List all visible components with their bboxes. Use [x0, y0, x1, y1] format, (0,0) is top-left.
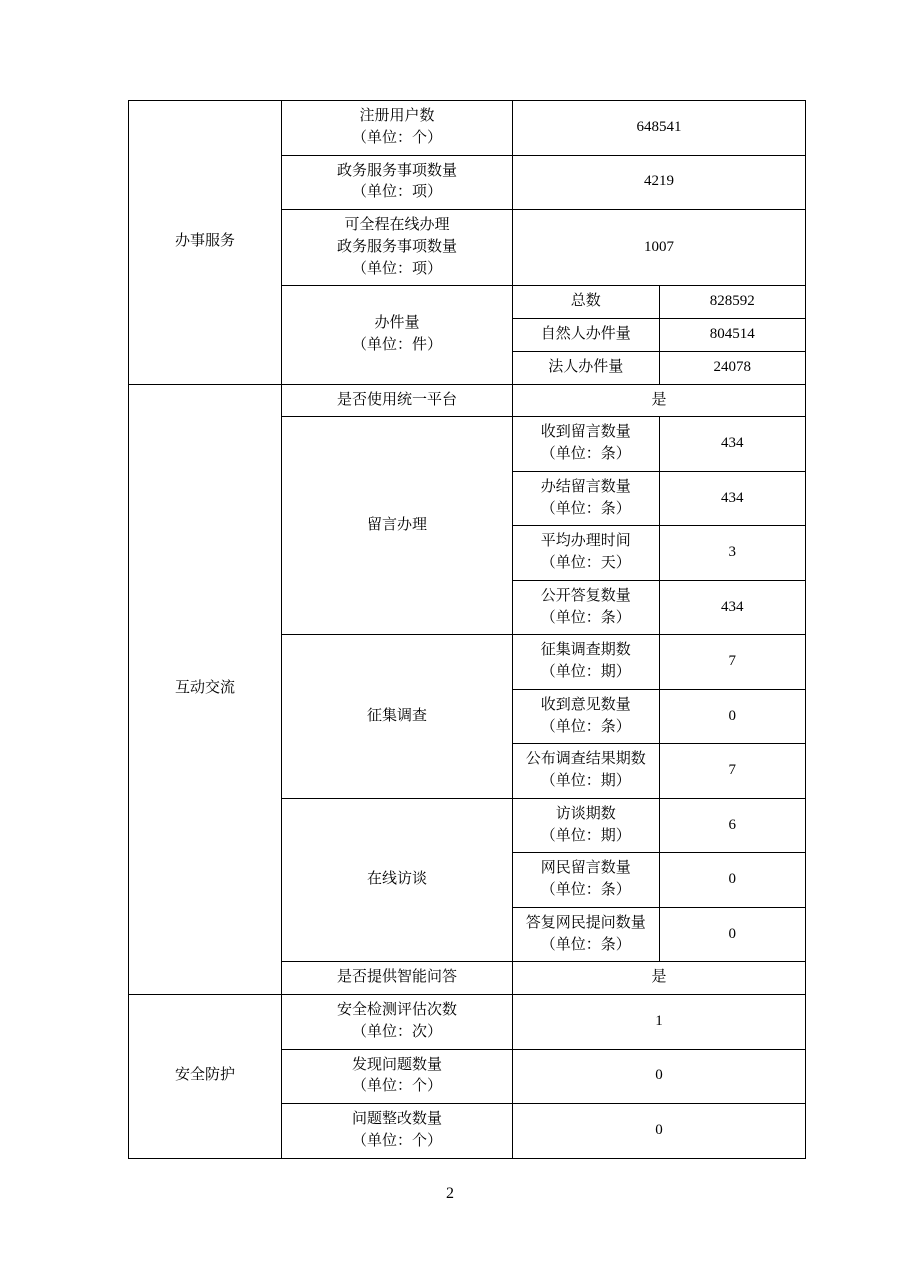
sub-item-unit: （单位：条）: [540, 718, 631, 735]
sub-item-label: 答复网民提问数量: [525, 914, 646, 931]
sub-item-label: 平均办理时间: [540, 533, 631, 550]
value-cell: 648541: [513, 101, 806, 156]
sub-item-unit: （单位：期）: [540, 664, 631, 680]
item-unit: （单位：件）: [351, 336, 442, 353]
government-website-statistics-table: [128, 100, 806, 1159]
value-cell: 828592: [659, 286, 806, 319]
sub-item-unit: （单位：条）: [540, 609, 631, 626]
sub-item-label: 征集调查期数: [540, 642, 631, 659]
item-label: 注册用户数: [359, 108, 435, 124]
value-cell: 1007: [513, 210, 806, 286]
sub-item-unit: （单位：条）: [540, 882, 631, 898]
item-cell: [282, 995, 513, 1050]
value-cell: 是: [513, 962, 806, 995]
item-label: 安全检测评估次数: [336, 1002, 457, 1018]
value-cell: 是: [513, 384, 806, 417]
value-cell: 0: [659, 853, 806, 908]
item-label: 办件量: [374, 315, 420, 332]
item-cell: [282, 101, 513, 156]
page-number: 2: [446, 1185, 454, 1202]
item-cell: [282, 1104, 513, 1159]
item-unit: （单位：个）: [351, 1078, 442, 1095]
item-unit: （单位：次）: [351, 1023, 442, 1040]
value-cell: 0: [659, 689, 806, 744]
value-cell: 0: [513, 1049, 806, 1104]
sub-item-unit: （单位：期）: [540, 773, 631, 789]
sub-item-cell: [513, 907, 660, 962]
value-cell: 7: [659, 635, 806, 690]
sub-item-label: 公布调查结果期数: [525, 751, 646, 768]
value-cell: 434: [659, 471, 806, 526]
item-unit: （单位：个）: [351, 1132, 442, 1149]
sub-item-cell: [513, 580, 660, 635]
sub-item-cell: 法人办件量: [513, 351, 660, 384]
item-label: 发现问题数量: [351, 1056, 442, 1073]
sub-item-cell: [513, 798, 660, 853]
sub-item-unit: （单位：天）: [540, 555, 631, 571]
sub-item-cell: [513, 526, 660, 581]
sub-item-cell: 总数: [513, 286, 660, 319]
sub-item-cell: [513, 417, 660, 472]
table-row: [129, 101, 806, 156]
value-cell: 804514: [659, 319, 806, 352]
sub-item-label: 办结留言数量: [540, 478, 631, 495]
value-cell: 4219: [513, 155, 806, 210]
table-row: [129, 384, 806, 417]
item-unit: （单位：项）: [351, 184, 442, 201]
sub-item-label: 网民留言数量: [540, 860, 631, 877]
sub-item-unit: （单位：条）: [540, 936, 631, 953]
sub-item-cell: [513, 471, 660, 526]
category-cell-security: 安全防护: [129, 995, 282, 1159]
value-cell: 24078: [659, 351, 806, 384]
item-cell: 留言办理: [282, 417, 513, 635]
item-label-line2: 政务服务事项数量: [336, 238, 457, 255]
sub-item-cell: [513, 853, 660, 908]
value-cell: 6: [659, 798, 806, 853]
item-label: 问题整改数量: [351, 1111, 442, 1127]
table-row: [129, 995, 806, 1050]
sub-item-label: 访谈期数: [555, 805, 616, 822]
value-cell: 434: [659, 580, 806, 635]
item-unit: （单位：个）: [351, 129, 442, 146]
sub-item-cell: [513, 689, 660, 744]
item-cell: [282, 155, 513, 210]
sub-item-unit: （单位：条）: [540, 446, 631, 462]
item-cell: 在线访谈: [282, 798, 513, 962]
item-unit: （单位：项）: [351, 260, 442, 277]
item-cell: 是否提供智能问答: [282, 962, 513, 995]
item-cell: [282, 286, 513, 384]
sub-item-unit: （单位：期）: [540, 827, 631, 844]
item-label: 政务服务事项数量: [336, 162, 457, 179]
category-cell-service: 办事服务: [129, 101, 282, 385]
value-cell: 7: [659, 744, 806, 799]
value-cell: 3: [659, 526, 806, 581]
sub-item-cell: 自然人办件量: [513, 319, 660, 352]
value-cell: 1: [513, 995, 806, 1050]
category-cell-interaction: 互动交流: [129, 384, 282, 995]
sub-item-cell: [513, 635, 660, 690]
sub-item-label: 收到意见数量: [540, 696, 631, 713]
sub-item-label: 收到留言数量: [540, 424, 631, 441]
item-cell: [282, 210, 513, 286]
item-cell: 是否使用统一平台: [282, 384, 513, 417]
sub-item-label: 公开答复数量: [540, 587, 631, 604]
item-cell: [282, 1049, 513, 1104]
sub-item-unit: （单位：条）: [540, 500, 631, 517]
sub-item-cell: [513, 744, 660, 799]
value-cell: 434: [659, 417, 806, 472]
item-cell: 征集调查: [282, 635, 513, 799]
item-label-line1: 可全程在线办理: [344, 217, 450, 233]
value-cell: 0: [513, 1104, 806, 1159]
value-cell: 0: [659, 907, 806, 962]
